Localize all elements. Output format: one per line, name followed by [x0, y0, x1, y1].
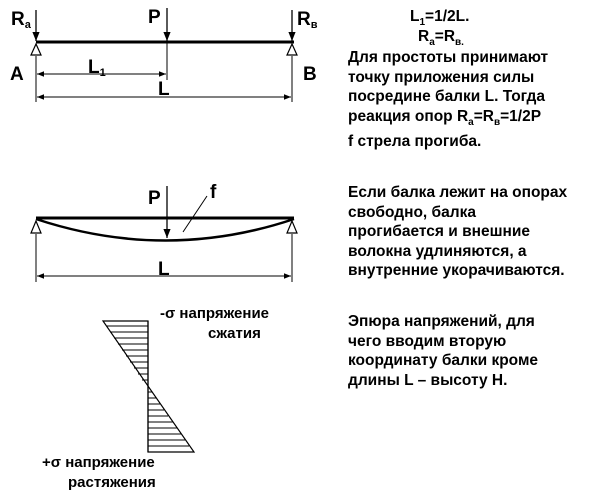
text1-line5: f стрела прогиба. — [348, 133, 482, 151]
label-ra: Rа — [11, 9, 31, 31]
beam-diagram-2 — [31, 182, 297, 282]
text3-line3: координату балки кроме — [348, 352, 539, 369]
text-block-1 — [348, 48, 548, 152]
compression-label-1: -σ напряжение — [160, 305, 270, 322]
tension-label-2: растяжения — [68, 474, 156, 491]
support-right-2 — [287, 221, 297, 233]
compression-triangle — [103, 321, 148, 386]
text1-line4: реакция опор $R_а=R_в=1/2P$ — [348, 107, 542, 128]
label-l-1: L — [158, 79, 170, 100]
text3-line1: Эпюра напряжений, для — [348, 313, 535, 330]
label-f: f — [210, 182, 217, 203]
text1-line1: Для простоты принимают — [348, 49, 549, 66]
stress-diagram — [42, 305, 269, 491]
support-a — [31, 44, 41, 55]
text-block-2 — [348, 183, 567, 281]
tension-hatching — [148, 392, 189, 446]
text3-line2: чего вводим вторую — [348, 332, 507, 350]
text2-line5: внутренние укорачиваются. — [348, 262, 565, 279]
text-block-3 — [348, 312, 538, 390]
support-b — [287, 44, 297, 55]
label-l-2: L — [158, 259, 170, 280]
formula-l1: $L_1=1/2L$. — [410, 8, 470, 29]
support-left-2 — [31, 221, 41, 233]
text2-line3: прогибается и внешние — [348, 223, 531, 240]
label-p-2: P — [148, 188, 161, 209]
text2-line4: волокна удлиняются, а — [348, 242, 527, 260]
text1-line2: точку приложения силы — [348, 68, 535, 86]
tension-label-1: +σ напряжение — [42, 454, 155, 471]
formula-reactions: $R_а=R_{в.}$ — [418, 28, 464, 49]
text2-line2: свободно, балка — [348, 203, 476, 221]
label-l1: L1 — [88, 57, 106, 79]
label-rb: Rв — [297, 9, 318, 31]
text1-line3: посредине балки L. Тогда — [348, 88, 545, 105]
tension-triangle — [148, 386, 194, 452]
deflection-pointer — [183, 196, 207, 232]
label-p-1: P — [148, 7, 161, 28]
beam-diagram-1 — [10, 7, 318, 102]
text3-line4: длины L – высоту H. — [348, 371, 508, 389]
compression-label-2: сжатия — [208, 325, 261, 342]
label-b: B — [303, 64, 317, 85]
text2-line1: Если балка лежит на опорах — [348, 184, 568, 201]
label-a: A — [10, 64, 24, 85]
beam-2-deflection-curve — [36, 219, 294, 241]
